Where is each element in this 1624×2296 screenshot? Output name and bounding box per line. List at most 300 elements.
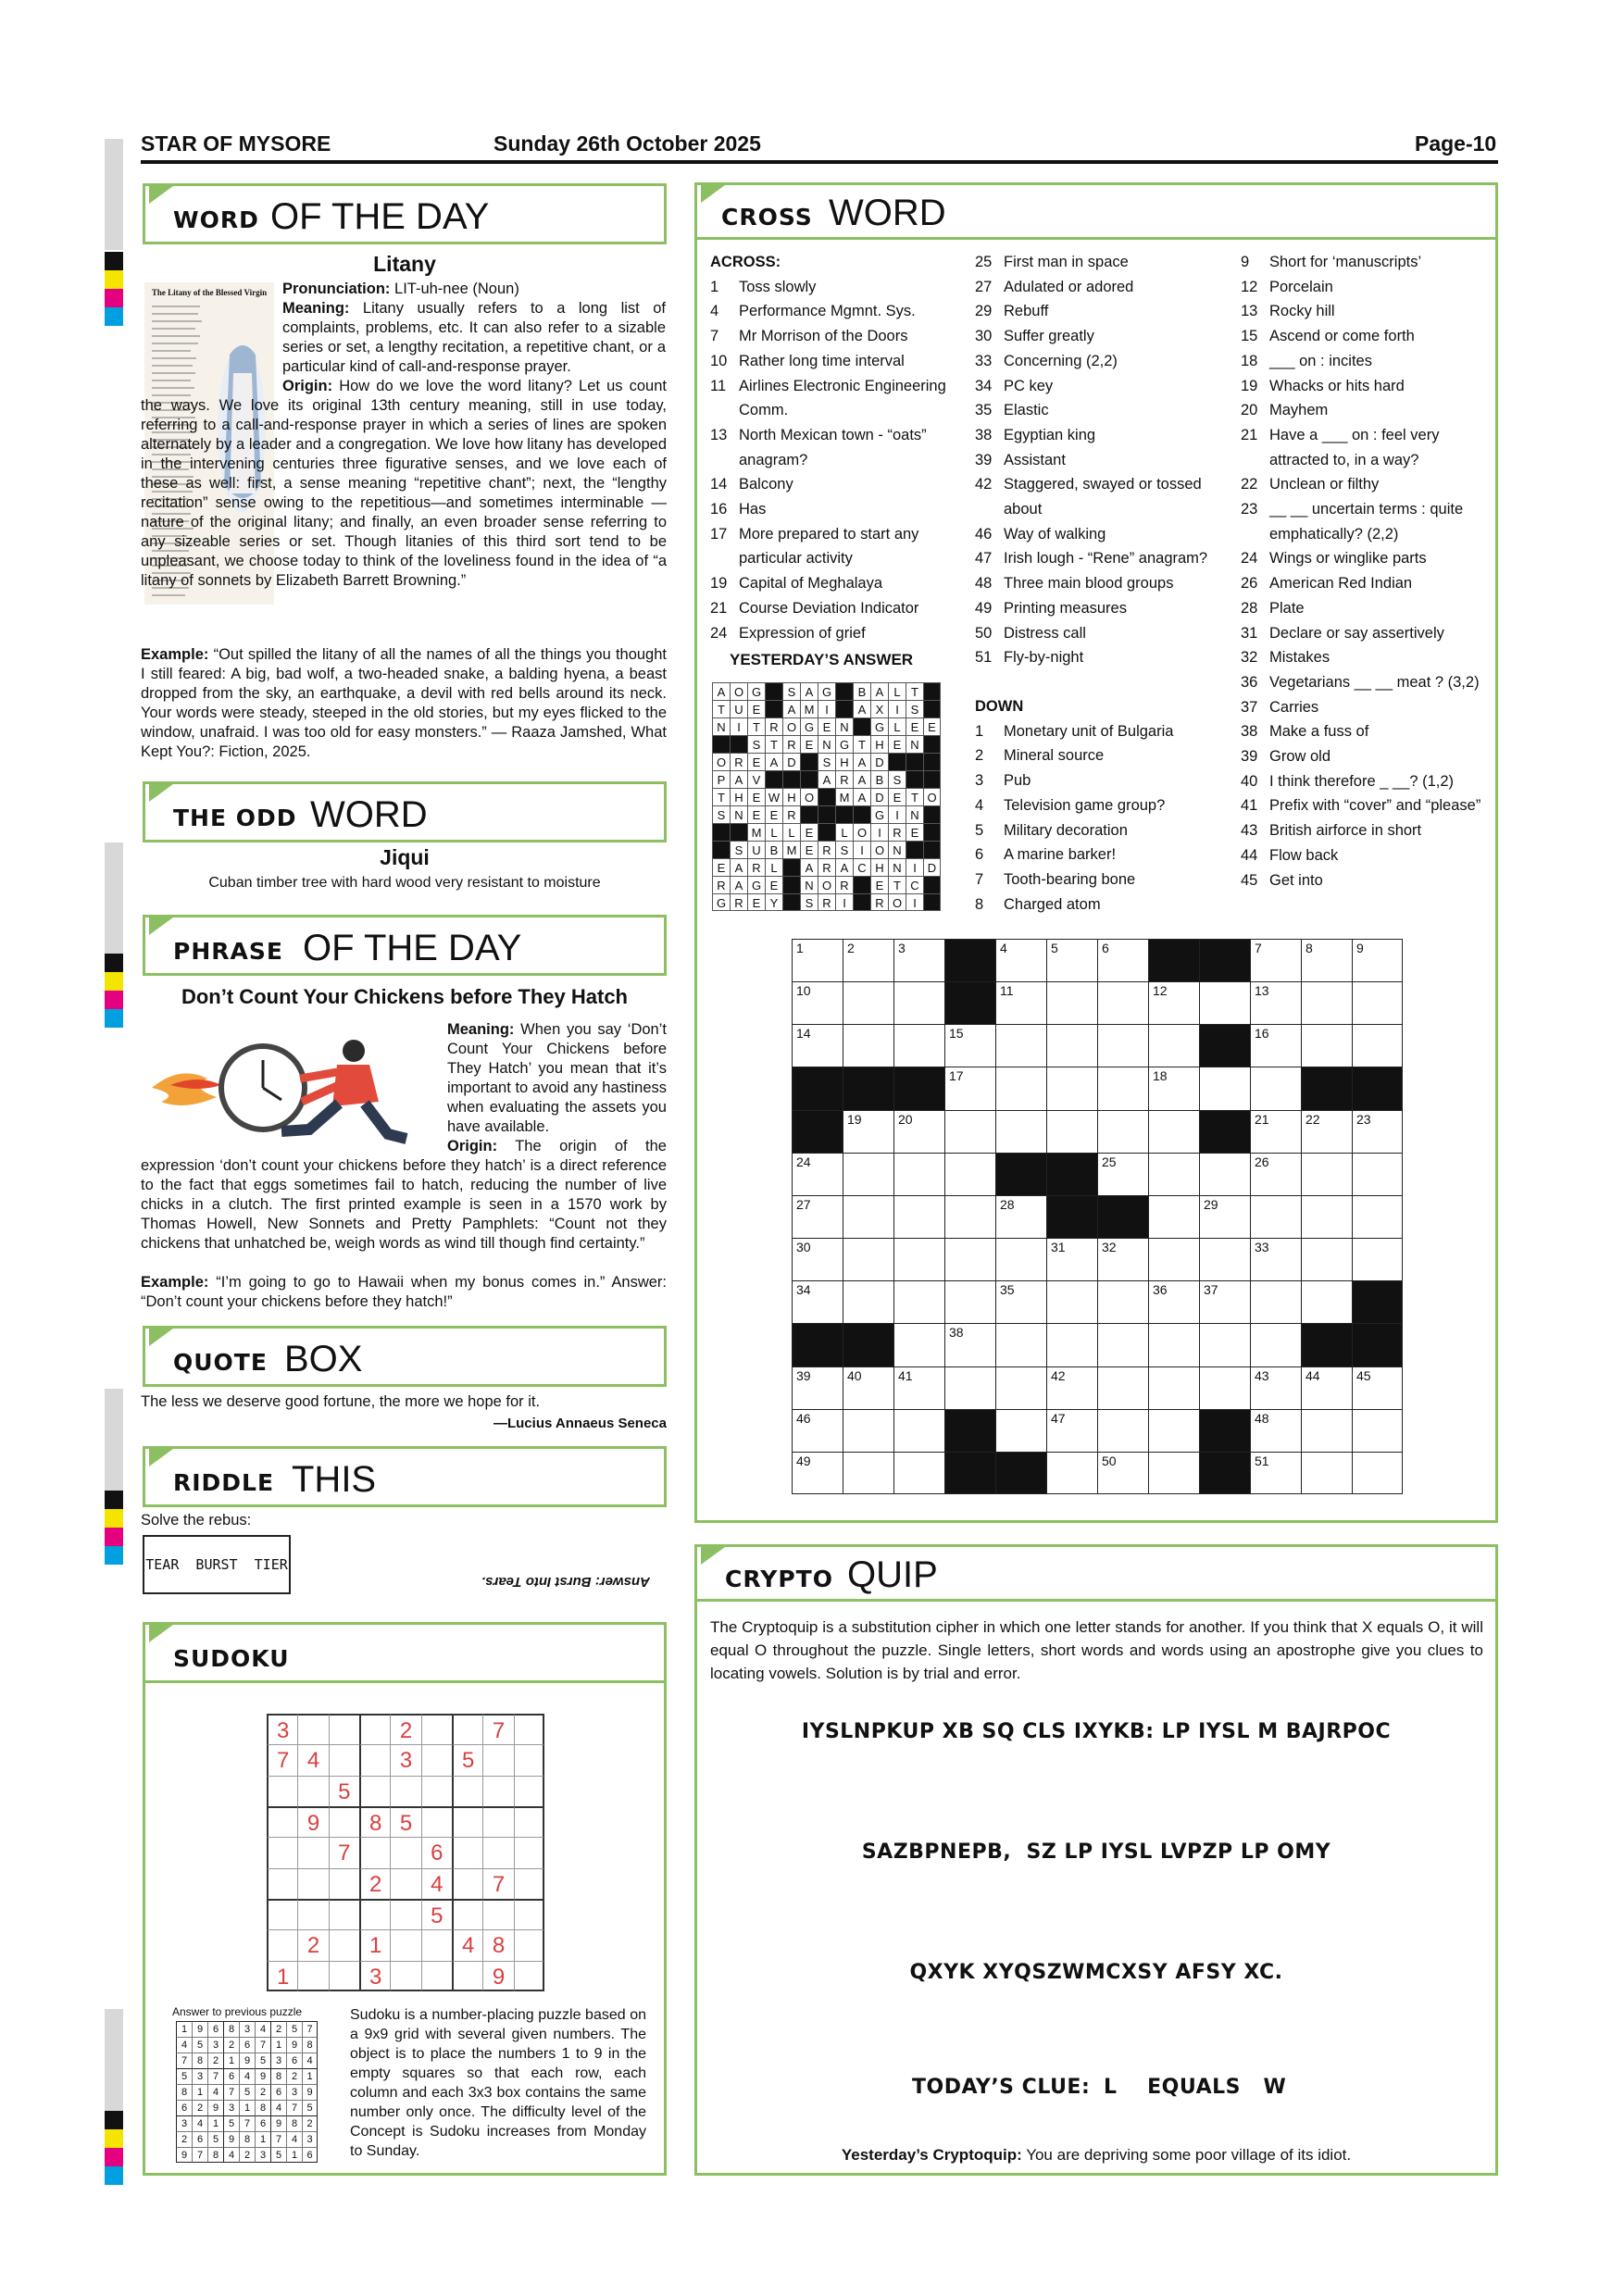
yesterday-answer-cell: E: [888, 735, 906, 753]
crossword-cell[interactable]: [1148, 1195, 1199, 1238]
sudoku-cell[interactable]: [390, 1961, 420, 1991]
crossword-cell[interactable]: [995, 1195, 1046, 1238]
previous-answer-cell: 4: [302, 2053, 318, 2068]
sudoku-cell[interactable]: 9: [482, 1961, 513, 1991]
crossword-cell[interactable]: [1148, 1067, 1199, 1109]
sudoku-cell[interactable]: [359, 1714, 390, 1744]
crossword-grid[interactable]: [792, 939, 1403, 1494]
clue-item: [1241, 793, 1491, 818]
yesterday-answer-cell: A: [800, 682, 818, 700]
yesterday-answer-cell: [782, 770, 800, 788]
crossword-cell[interactable]: [843, 1238, 893, 1280]
crossword-cell[interactable]: [1250, 1409, 1301, 1452]
clue-item: [710, 374, 965, 423]
crossword-cell[interactable]: [1352, 939, 1403, 981]
crossword-cell[interactable]: [1250, 1153, 1301, 1195]
crossword-cell[interactable]: [944, 1238, 995, 1280]
example-text: “Out spilled the litany of all the names of all the things you thought I still feared: A big, bad wolf, a two-headed snake, a balding hyena, a beast dropped from the sky, an earthquake, a devil with red bells around its neck. Your words were steady, steeped in the old stories, but my eyes flicked to the window, unafraid. I was too old for easy monsters.” — Raaza Jamshed, What Kept You?: Fiction, 2025.: [141, 646, 667, 760]
crossword-cell[interactable]: [944, 1024, 995, 1067]
sudoku-cell[interactable]: [514, 1837, 544, 1867]
crossword-cell[interactable]: [893, 1366, 944, 1409]
yesterday-answer-cell: [853, 876, 870, 893]
crossword-cell[interactable]: [1148, 1280, 1199, 1323]
clue-text: Three main blood groups: [1004, 575, 1174, 593]
previous-answer-cell: 6: [302, 2147, 318, 2163]
crossword-cell[interactable]: [1046, 1452, 1097, 1494]
crossword-cell[interactable]: [1352, 1238, 1403, 1280]
sudoku-cell[interactable]: [421, 1744, 452, 1775]
crossword-cell[interactable]: [1352, 1110, 1403, 1153]
crossword-cell[interactable]: [1046, 1323, 1097, 1366]
crossword-cell[interactable]: [1046, 1409, 1097, 1452]
crossword-cell[interactable]: [792, 1153, 843, 1195]
sudoku-cell[interactable]: [359, 1776, 390, 1806]
litany-image-title: The Litany of the Blessed Virgin: [151, 288, 268, 297]
sudoku-cell[interactable]: [452, 1961, 482, 1991]
sudoku-cell[interactable]: [359, 1744, 390, 1775]
crossword-cell[interactable]: [1046, 1238, 1097, 1280]
sudoku-cell[interactable]: [421, 1929, 452, 1960]
sudoku-cell[interactable]: 3: [267, 1714, 297, 1744]
crossword-cell-number: 47: [1051, 1410, 1066, 1426]
sudoku-cell[interactable]: [390, 1899, 420, 1929]
clue-number: 2: [975, 747, 984, 765]
sudoku-cell[interactable]: [452, 1806, 482, 1837]
sudoku-cell[interactable]: 6: [421, 1837, 452, 1867]
crossword-block: [944, 939, 995, 981]
sudoku-cell[interactable]: 5: [329, 1776, 359, 1806]
crossword-cell[interactable]: [1046, 939, 1097, 981]
phrase-header: [143, 915, 667, 976]
crossword-cell[interactable]: [995, 1409, 1046, 1452]
crossword-cell[interactable]: [893, 1323, 944, 1366]
sudoku-cell[interactable]: [297, 1837, 328, 1867]
sudoku-cell[interactable]: [267, 1899, 297, 1929]
sudoku-cell[interactable]: [297, 1868, 328, 1899]
crossword-cell[interactable]: [843, 1153, 893, 1195]
previous-answer-cell: 3: [302, 2131, 318, 2147]
crossword-cell[interactable]: [1250, 1024, 1301, 1067]
sudoku-cell[interactable]: [452, 1899, 482, 1929]
sudoku-cell[interactable]: [421, 1714, 452, 1744]
crossword-cell-number: 4: [1000, 941, 1007, 955]
sudoku-cell[interactable]: 1: [267, 1961, 297, 1991]
crossword-cell[interactable]: [1046, 981, 1097, 1024]
crossword-cell[interactable]: [1301, 1238, 1352, 1280]
previous-answer-cell: 1: [176, 2021, 192, 2037]
crossword-cell[interactable]: [1097, 1067, 1148, 1109]
crossword-cell[interactable]: [893, 1153, 944, 1195]
crossword-cell[interactable]: [1352, 1195, 1403, 1238]
crossword-cell[interactable]: [792, 1195, 843, 1238]
sudoku-cell[interactable]: 2: [390, 1714, 420, 1744]
sudoku-cell[interactable]: [297, 1714, 328, 1744]
sudoku-cell[interactable]: [514, 1776, 544, 1806]
crossword-cell[interactable]: [1301, 1024, 1352, 1067]
yesterday-answer-cell: L: [888, 682, 906, 700]
crossword-cell[interactable]: [843, 1195, 893, 1238]
crossword-cell[interactable]: [893, 1280, 944, 1323]
clue-text: Grow old: [1269, 748, 1331, 766]
sudoku-cell[interactable]: 7: [482, 1868, 513, 1899]
crossword-cell[interactable]: [1148, 1323, 1199, 1366]
crossword-cell[interactable]: [1148, 1409, 1199, 1452]
crossword-cell[interactable]: [1250, 1067, 1301, 1109]
crossword-cell[interactable]: [995, 981, 1046, 1024]
crossword-cell[interactable]: [1352, 1409, 1403, 1452]
cryptoquip-clue: L EQUALS W: [1104, 2076, 1287, 2099]
sudoku-cell[interactable]: [297, 1776, 328, 1806]
crossword-cell[interactable]: [893, 1238, 944, 1280]
crossword-cell[interactable]: [995, 1110, 1046, 1153]
crossword-cell[interactable]: [1250, 939, 1301, 981]
crossword-cell[interactable]: [944, 1153, 995, 1195]
section-title-small: RIDDLE: [173, 1469, 275, 1496]
sudoku-cell[interactable]: [390, 1929, 420, 1960]
yesterday-answer-cell: A: [765, 753, 782, 770]
sudoku-cell[interactable]: [514, 1714, 544, 1744]
crossword-cell[interactable]: [1301, 1195, 1352, 1238]
sudoku-cell[interactable]: 5: [452, 1744, 482, 1775]
yesterday-answer-cell: [800, 770, 818, 788]
crossword-cell[interactable]: [792, 1409, 843, 1452]
crossword-cell[interactable]: [1301, 1452, 1352, 1494]
clue-number: 45: [1241, 871, 1258, 889]
sudoku-cell[interactable]: [297, 1899, 328, 1929]
yesterday-answer-cell: A: [853, 753, 870, 770]
sudoku-cell[interactable]: 8: [482, 1929, 513, 1960]
previous-answer-cell: 8: [223, 2021, 239, 2037]
crossword-cell[interactable]: [944, 1280, 995, 1323]
yesterday-answer-cell: L: [765, 858, 782, 876]
yesterday-answer-cell: A: [712, 682, 730, 700]
crossword-cell[interactable]: [995, 1323, 1046, 1366]
sudoku-cell[interactable]: [329, 1806, 359, 1837]
crossword-cell[interactable]: [1097, 1452, 1148, 1494]
sudoku-cell[interactable]: [329, 1868, 359, 1899]
sudoku-cell[interactable]: 8: [359, 1806, 390, 1837]
previous-answer-cell: 6: [270, 2084, 286, 2100]
sudoku-cell[interactable]: [482, 1837, 513, 1867]
sudoku-cell[interactable]: 1: [359, 1929, 390, 1960]
meaning-text: Litany usually refers to a long list of complaints, problems, etc. It can also refer to a sizable series or set, a lengthy recitation, a repetitive chant, or a particular kind of call-and-response prayer.: [282, 300, 666, 375]
sudoku-cell[interactable]: [514, 1899, 544, 1929]
sudoku-cell[interactable]: [329, 1961, 359, 1991]
clue-item: [975, 275, 1230, 300]
yesterday-answer-cell: E: [747, 788, 765, 805]
crossword-cell[interactable]: [893, 1110, 944, 1153]
crossword-block: [792, 1323, 843, 1366]
crossword-cell[interactable]: [1148, 1110, 1199, 1153]
crossword-cell[interactable]: [1046, 1110, 1097, 1153]
sudoku-cell[interactable]: 3: [359, 1961, 390, 1991]
clue-item: [1241, 374, 1491, 399]
section-title-big: THIS: [292, 1459, 377, 1500]
previous-answer-cell: 6: [239, 2037, 255, 2053]
crossword-cell[interactable]: [1148, 1366, 1199, 1409]
previous-answer-cell: 7: [192, 2147, 207, 2163]
crossword-cell-number: 6: [1102, 941, 1109, 955]
crossword-cell[interactable]: [893, 939, 944, 981]
crossword-cell[interactable]: [1097, 1238, 1148, 1280]
clue-item: [975, 398, 1230, 423]
crossword-cell[interactable]: [1301, 1153, 1352, 1195]
crossword-block: [1097, 1195, 1148, 1238]
clue-number: 24: [710, 624, 728, 642]
clue-number: 4: [975, 796, 984, 814]
crossword-cell[interactable]: [1301, 1110, 1352, 1153]
clue-text: Porcelain: [1269, 278, 1333, 295]
crossword-cell[interactable]: [1250, 1323, 1301, 1366]
sudoku-cell[interactable]: [421, 1806, 452, 1837]
clue-item: [1241, 744, 1491, 769]
crossword-cell[interactable]: [995, 1366, 1046, 1409]
crossword-cell[interactable]: [1352, 1366, 1403, 1409]
crossword-cell[interactable]: [1199, 1153, 1250, 1195]
clue-text: Suffer greatly: [1004, 328, 1094, 345]
sudoku-cell[interactable]: 9: [297, 1806, 328, 1837]
crossword-cell[interactable]: [1250, 1452, 1301, 1494]
crossword-cell[interactable]: [1148, 1153, 1199, 1195]
sudoku-cell[interactable]: 4: [421, 1868, 452, 1899]
sudoku-cell[interactable]: [267, 1776, 297, 1806]
down-clues-col1: [975, 694, 1230, 917]
sudoku-cell[interactable]: [297, 1961, 328, 1991]
crossword-cell[interactable]: [843, 1452, 893, 1494]
sudoku-cell[interactable]: [329, 1899, 359, 1929]
sudoku-cell[interactable]: [452, 1776, 482, 1806]
clue-number: 22: [1241, 476, 1258, 493]
crossword-cell[interactable]: [792, 981, 843, 1024]
crossword-cell[interactable]: [944, 1366, 995, 1409]
crossword-cell[interactable]: [1097, 1409, 1148, 1452]
yesterday-answer-cell: X: [870, 700, 888, 718]
crossword-cell[interactable]: [893, 1024, 944, 1067]
clue-item: [1241, 398, 1491, 423]
crossword-cell[interactable]: [944, 1067, 995, 1109]
crossword-cell[interactable]: [1097, 1323, 1148, 1366]
sudoku-cell[interactable]: [359, 1899, 390, 1929]
crossword-cell[interactable]: [1199, 1366, 1250, 1409]
crossword-cell[interactable]: [944, 1110, 995, 1153]
sudoku-cell[interactable]: 7: [482, 1714, 513, 1744]
crossword-cell[interactable]: [1097, 939, 1148, 981]
crossword-cell[interactable]: [792, 1280, 843, 1323]
crossword-cell[interactable]: [995, 1238, 1046, 1280]
sudoku-cell[interactable]: [482, 1744, 513, 1775]
sudoku-cell[interactable]: [514, 1868, 544, 1899]
crossword-cell[interactable]: [1097, 1110, 1148, 1153]
yesterday-answer-cell: N: [800, 876, 818, 893]
crossword-cell[interactable]: [1352, 1452, 1403, 1494]
sudoku-cell[interactable]: [452, 1868, 482, 1899]
crossword-cell[interactable]: [843, 1409, 893, 1452]
crossword-cell[interactable]: [944, 1195, 995, 1238]
sudoku-cell[interactable]: 4: [297, 1744, 328, 1775]
sudoku-cell[interactable]: [329, 1744, 359, 1775]
sudoku-cell[interactable]: [514, 1961, 544, 1991]
clue-text: Mistakes: [1269, 649, 1330, 667]
sudoku-cell[interactable]: [359, 1837, 390, 1867]
clue-number: 19: [1241, 377, 1258, 394]
sudoku-cell[interactable]: 7: [329, 1837, 359, 1867]
clue-number: 26: [1241, 575, 1258, 593]
yesterday-answer-cell: E: [923, 718, 941, 735]
sudoku-cell[interactable]: [514, 1744, 544, 1775]
crossword-cell[interactable]: [1046, 1024, 1097, 1067]
yesterday-answer-cell: [712, 735, 730, 753]
sudoku-cell[interactable]: [482, 1899, 513, 1929]
clue-text: Declare or say assertively: [1269, 624, 1444, 642]
sudoku-cell[interactable]: [267, 1868, 297, 1899]
crossword-cell[interactable]: [792, 1238, 843, 1280]
clue-number: 44: [1241, 846, 1258, 864]
crossword-cell[interactable]: [792, 1366, 843, 1409]
sudoku-cell[interactable]: [452, 1837, 482, 1867]
clue-item: [710, 275, 965, 300]
yesterday-answer-cell: G: [835, 735, 853, 753]
crossword-cell[interactable]: [843, 1280, 893, 1323]
yesterday-answer-cell: C: [853, 858, 870, 876]
sudoku-cell[interactable]: [482, 1806, 513, 1837]
previous-answer-cell: 9: [302, 2084, 318, 2100]
sudoku-cell[interactable]: [482, 1776, 513, 1806]
crossword-cell[interactable]: [893, 1409, 944, 1452]
clue-number: 47: [975, 550, 993, 568]
yesterday-answer-cell: S: [818, 753, 835, 770]
crossword-cell[interactable]: [995, 1280, 1046, 1323]
crossword-cell[interactable]: [1352, 1153, 1403, 1195]
yesterday-answer-cell: D: [923, 858, 941, 876]
crossword-cell[interactable]: [1097, 1024, 1148, 1067]
crossword-cell[interactable]: [843, 1110, 893, 1153]
yesterday-answer-cell: H: [782, 788, 800, 805]
yesterday-answer-cell: [853, 893, 870, 911]
crossword-cell[interactable]: [995, 1024, 1046, 1067]
clue-item: [1241, 695, 1491, 720]
clue-number: 28: [1241, 599, 1258, 617]
previous-answer-cell: 9: [239, 2053, 255, 2068]
sudoku-cell[interactable]: [329, 1714, 359, 1744]
crossword-cell[interactable]: [843, 1024, 893, 1067]
crossword-cell[interactable]: [1046, 1366, 1097, 1409]
crossword-cell[interactable]: [995, 1067, 1046, 1109]
crossword-cell[interactable]: [893, 1452, 944, 1494]
sudoku-cell[interactable]: 2: [297, 1929, 328, 1960]
sudoku-cell[interactable]: 5: [390, 1806, 420, 1837]
clue-item: [1241, 868, 1491, 893]
sudoku-cell[interactable]: [390, 1868, 420, 1899]
crossword-block: [893, 1067, 944, 1109]
crossword-cell[interactable]: [893, 1195, 944, 1238]
yesterday-answer-cell: [818, 805, 835, 823]
sudoku-cell[interactable]: 5: [421, 1899, 452, 1929]
sudoku-cell[interactable]: 7: [267, 1744, 297, 1775]
sudoku-cell[interactable]: [514, 1929, 544, 1960]
crossword-cell-number: 49: [796, 1453, 811, 1468]
sudoku-cell[interactable]: [421, 1776, 452, 1806]
sudoku-cell[interactable]: [390, 1837, 420, 1867]
crossword-cell[interactable]: [1352, 981, 1403, 1024]
crossword-cell[interactable]: [1199, 1323, 1250, 1366]
crossword-cell[interactable]: [843, 981, 893, 1024]
crossword-cell[interactable]: [1046, 1067, 1097, 1109]
crossword-cell[interactable]: [1250, 1366, 1301, 1409]
clue-number: 9: [1241, 254, 1250, 270]
crossword-cell[interactable]: [1148, 1238, 1199, 1280]
sudoku-cell[interactable]: [329, 1929, 359, 1960]
sudoku-cell[interactable]: 2: [359, 1868, 390, 1899]
clue-text: Television game group?: [1004, 796, 1166, 814]
crossword-cell[interactable]: [1199, 1238, 1250, 1280]
sudoku-cell[interactable]: [452, 1714, 482, 1744]
previous-answer-cell: 7: [286, 2100, 302, 2115]
sudoku-cell[interactable]: [267, 1806, 297, 1837]
crossword-cell[interactable]: [1046, 1280, 1097, 1323]
sudoku-cell[interactable]: [390, 1776, 420, 1806]
crossword-cell[interactable]: [1250, 1280, 1301, 1323]
crossword-cell[interactable]: [944, 1323, 995, 1366]
sudoku-cell[interactable]: [267, 1929, 297, 1960]
crossword-cell[interactable]: [893, 981, 944, 1024]
crossword-cell[interactable]: [1199, 1195, 1250, 1238]
crossword-cell[interactable]: [843, 939, 893, 981]
sudoku-grid[interactable]: [267, 1714, 544, 1991]
crossword-cell[interactable]: [1301, 1366, 1352, 1409]
crossword-cell[interactable]: [1250, 1195, 1301, 1238]
crossword-cell[interactable]: [1301, 1280, 1352, 1323]
crossword-cell[interactable]: [1301, 1409, 1352, 1452]
sudoku-cell[interactable]: 4: [452, 1929, 482, 1960]
crossword-cell[interactable]: [792, 939, 843, 981]
crossword-cell[interactable]: [792, 1024, 843, 1067]
crossword-cell[interactable]: [1097, 981, 1148, 1024]
yesterday-answer-cell: L: [782, 823, 800, 841]
sudoku-cell[interactable]: [514, 1806, 544, 1837]
crossword-cell[interactable]: [1301, 981, 1352, 1024]
crossword-cell[interactable]: [1097, 1280, 1148, 1323]
sudoku-cell[interactable]: [267, 1837, 297, 1867]
crossword-cell[interactable]: [1250, 1238, 1301, 1280]
sudoku-cell[interactable]: 3: [390, 1744, 420, 1775]
crossword-cell[interactable]: [1148, 981, 1199, 1024]
previous-answer-cell: 3: [223, 2100, 239, 2115]
crossword-cell[interactable]: [1250, 981, 1301, 1024]
crossword-cell[interactable]: [1199, 1067, 1250, 1109]
crossword-cell[interactable]: [1199, 981, 1250, 1024]
crossword-cell[interactable]: [843, 1366, 893, 1409]
crossword-cell[interactable]: [792, 1452, 843, 1494]
yesterday-answer-cell: E: [747, 893, 765, 911]
crossword-cell[interactable]: [1301, 939, 1352, 981]
crossword-cell[interactable]: [995, 939, 1046, 981]
clue-number: 50: [975, 624, 993, 642]
sudoku-cell[interactable]: [421, 1961, 452, 1991]
crossword-cell[interactable]: [1148, 1452, 1199, 1494]
crossword-cell[interactable]: [1097, 1153, 1148, 1195]
yesterday-answer-cell: D: [782, 753, 800, 770]
crossword-cell[interactable]: [1148, 1024, 1199, 1067]
clue-text: Expression of grief: [739, 624, 866, 642]
crossword-cell[interactable]: [1097, 1366, 1148, 1409]
yesterday-answer-cell: T: [853, 735, 870, 753]
crossword-cell[interactable]: [1352, 1024, 1403, 1067]
crossword-cell-number: 50: [1102, 1453, 1117, 1468]
crossword-cell[interactable]: [1250, 1110, 1301, 1153]
example-text: “I’m going to go to Hawaii when my bonus comes in.” Answer: “Don’t count your chickens before they hatch!”: [141, 1274, 667, 1310]
crossword-cell[interactable]: [1199, 1280, 1250, 1323]
crossword-cell-number: 24: [796, 1154, 811, 1169]
